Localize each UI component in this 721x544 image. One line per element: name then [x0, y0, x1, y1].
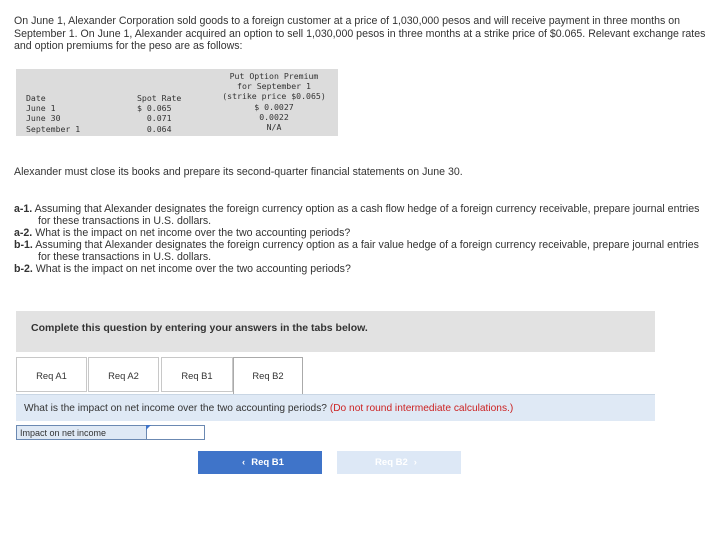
chevron-right-icon: ›: [413, 457, 417, 468]
spot-rate-cell: 0.064: [137, 123, 172, 134]
put-premium-cell: N/A: [266, 122, 282, 133]
put-premium-cell: $ 0.0027: [254, 101, 294, 112]
next-req-b2-button[interactable]: [337, 451, 461, 474]
answer-row: [16, 425, 206, 442]
current-question-bar: [16, 394, 655, 421]
question-list: [14, 203, 714, 275]
question-text: Assuming that Alexander designates the foreign currency option as a fair value hedge of a foreign currency receivable, prepare journal entries for these transactions in U.S. dollars.: [35, 239, 699, 263]
impact-on-net-income-input[interactable]: [146, 425, 205, 440]
next-button-label: Req B2: [375, 457, 408, 468]
question-label: b-2.: [14, 263, 33, 275]
tab-req-b2[interactable]: Req B2: [233, 357, 303, 394]
spot-rate-cell: $ 0.065: [137, 103, 172, 114]
date-cell: June 1: [26, 103, 56, 114]
spot-rate-cell: 0.071: [137, 113, 172, 124]
spot-rate-header: Spot Rate: [137, 93, 182, 103]
input-corner-marker: [146, 425, 151, 430]
spot-rate-column: [137, 93, 181, 134]
put-premium-cell: 0.0022: [259, 111, 289, 122]
question-label: a-2.: [14, 227, 33, 239]
question-item: [14, 227, 714, 239]
instructions-bar: [16, 311, 655, 352]
books-close-note: Alexander must close its books and prepare its second-quarter financial statements on June 30.: [14, 166, 463, 178]
date-cell: September 1: [26, 123, 81, 134]
current-question-text: What is the impact on net income over the two accounting periods?: [24, 403, 327, 414]
date-cell: June 30: [26, 113, 61, 124]
question-text: What is the impact on net income over the two accounting periods?: [35, 263, 351, 275]
question-item: [14, 239, 714, 263]
date-header: Date: [26, 93, 46, 103]
prev-button-label: Req B1: [251, 457, 284, 468]
put-premium-header-line: (strike price $0.065): [222, 91, 326, 102]
instructions-text: Complete this question by entering your answers in the tabs below.: [31, 322, 368, 334]
answer-label: Impact on net income: [16, 425, 146, 440]
tab-req-a2[interactable]: Req A2: [88, 357, 159, 392]
current-question: [24, 403, 513, 414]
put-premium-header-line: Put Option Premium: [229, 71, 319, 81]
question-text: What is the impact on net income over the two accounting periods?: [35, 227, 351, 239]
prev-req-b1-button[interactable]: [198, 451, 322, 474]
question-text: Assuming that Alexander designates the foreign currency option as a cash flow hedge of a foreign currency receivable, prepare journal entries for these transactions in U.S. dollars.: [34, 203, 700, 227]
question-item: [14, 203, 714, 227]
problem-intro: On June 1, Alexander Corporation sold goods to a foreign customer at a price of 1,030,000 pesos and will receive payment in three months on September 1. On June 1, Alexander acquired an option to sell 1,030,000 pesos in three months at a strike price of $0.065. Relevant exchange rates and option premiums for the peso are as follows:: [14, 15, 706, 52]
date-column: [26, 93, 80, 134]
exchange-rate-table: [16, 69, 338, 136]
question-item: [14, 263, 714, 275]
put-premium-column: [212, 71, 336, 132]
tab-req-a1[interactable]: Req A1: [16, 357, 87, 392]
tab-req-b1[interactable]: Req B1: [161, 357, 233, 392]
rounding-note: (Do not round intermediate calculations.): [329, 403, 514, 414]
put-premium-header-line: for September 1: [237, 81, 311, 92]
question-label: a-1.: [14, 203, 33, 215]
question-label: b-1.: [14, 239, 33, 251]
chevron-left-icon: ‹: [242, 457, 246, 468]
